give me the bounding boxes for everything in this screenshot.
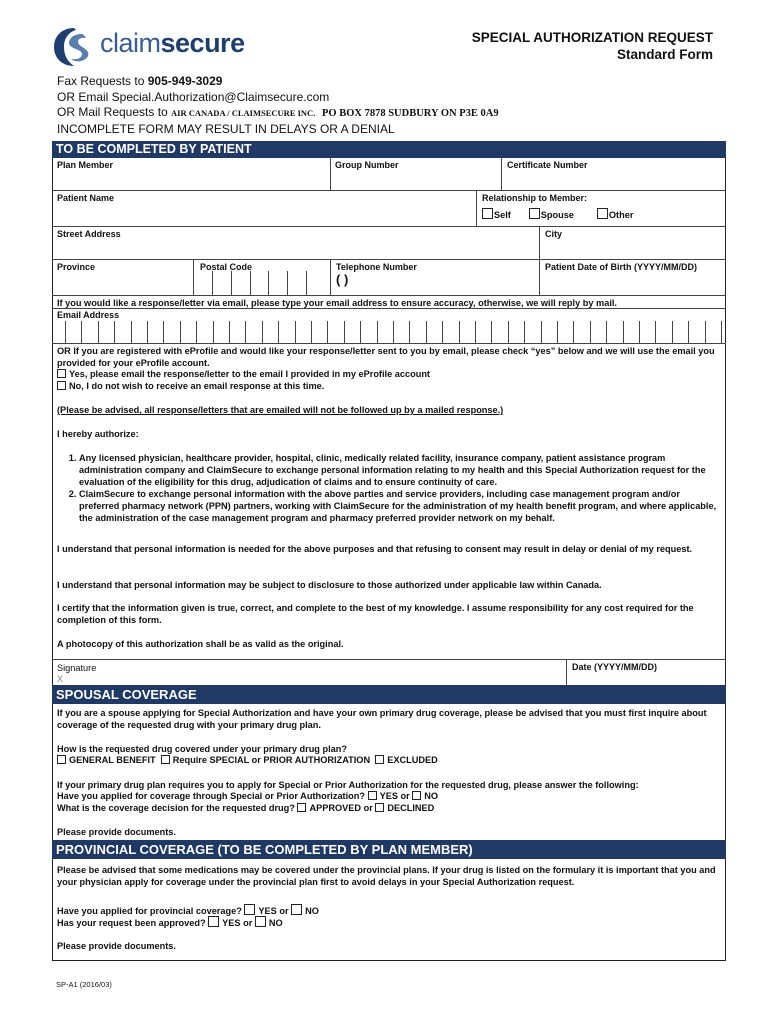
email-char-box-divider bbox=[721, 321, 722, 343]
email-char-box-divider bbox=[655, 321, 656, 343]
spousal-applied-yes-checkbox[interactable] bbox=[368, 791, 377, 800]
spouse-checkbox[interactable] bbox=[529, 208, 540, 219]
spousal-section-heading: SPOUSAL COVERAGE bbox=[52, 685, 726, 704]
provincial-applied-no-checkbox[interactable] bbox=[291, 904, 302, 915]
email-char-box-divider bbox=[541, 321, 542, 343]
email-char-box-divider bbox=[459, 321, 460, 343]
provincial-intro: Please be advised that some medications may be covered under the provincial plans. If your drug is listed on the formulary it is important that you and your physician apply for coverage under the provincial plan first to avoid delays in your Special Authorization request. bbox=[57, 865, 716, 887]
signature-field[interactable]: X bbox=[57, 674, 64, 684]
provincial-applied-yes-checkbox[interactable] bbox=[244, 904, 255, 915]
email-char-box-divider bbox=[557, 321, 558, 343]
email-char-box-divider bbox=[393, 321, 394, 343]
authorize-item-1: 1. Any licensed physician, healthcare provider, hospital, clinic, medically related facility, insurance company, patient assistance program administration company and ClaimSecure to exchange personal information relating to my health and this Special Authorization request for the evaluation of the eligibility for this drug, adjudication of claims and to ensure continuity of care. bbox=[79, 452, 717, 488]
incomplete-warning: INCOMPLETE FORM MAY RESULT IN DELAYS OR A DENIAL bbox=[57, 121, 395, 136]
telephone-label: Telephone Number bbox=[336, 262, 417, 272]
email-char-box-divider bbox=[295, 321, 296, 343]
authorize-list bbox=[57, 452, 717, 524]
understand-statement-2: I understand that personal information may be subject to disclosure to those authorized under applicable law within Canada. bbox=[57, 580, 602, 590]
provincial-section-heading: PROVINCIAL COVERAGE (TO BE COMPLETED BY PLAN MEMBER) bbox=[52, 840, 726, 859]
email-char-box-divider bbox=[442, 321, 443, 343]
email-char-box-divider bbox=[360, 321, 361, 343]
self-checkbox[interactable] bbox=[482, 208, 493, 219]
email-char-box-divider bbox=[344, 321, 345, 343]
eprofile-no-checkbox[interactable] bbox=[57, 381, 66, 390]
email-char-box-divider bbox=[278, 321, 279, 343]
email-char-box-divider bbox=[672, 321, 673, 343]
provincial-documents: Please provide documents. bbox=[57, 941, 176, 951]
excluded-checkbox[interactable] bbox=[375, 755, 384, 764]
contact-info: Fax Requests to 905-949-3029 OR Email Special.Authorization@Claimsecure.com OR Mail Requests to AIR CANADA / CLAIMSECURE INC. PO BOX 7878 SUDBURY ON P3E 0A9 INCOMPLETE FORM MAY RESULT IN DELAYS OR A DENIAL bbox=[57, 74, 499, 136]
email-char-box-divider bbox=[327, 321, 328, 343]
spousal-applied-question: Have you applied for coverage through Special or Prior Authorization? YES or NO bbox=[57, 791, 439, 801]
approved-checkbox[interactable] bbox=[297, 803, 306, 812]
phone-area-code: ( ) bbox=[336, 272, 349, 287]
email-char-box-divider bbox=[573, 321, 574, 343]
form-code: SP-A1 (2016/03) bbox=[56, 980, 112, 989]
authorize-heading: I hereby authorize: bbox=[57, 429, 139, 439]
email-char-box-divider bbox=[508, 321, 509, 343]
provincial-approved-question: Has your request been approved? YES or NO bbox=[57, 918, 283, 928]
spousal-decision-question: What is the coverage decision for the requested drug? APPROVED or DECLINED bbox=[57, 803, 435, 813]
email-char-box-divider bbox=[98, 321, 99, 343]
spousal-question-2: If your primary drug plan requires you to apply for Special or Prior Authorization for the requested drug, please answer the following: bbox=[57, 780, 639, 790]
email-char-box-divider bbox=[623, 321, 624, 343]
eprofile-text: OR If you are registered with eProfile and would like your response/letter sent to you by email, please check “yes” below and we will use the email you provided for your eProfile account. bbox=[57, 346, 715, 368]
email-char-box-divider bbox=[213, 321, 214, 343]
claimsecure-logo bbox=[52, 26, 245, 68]
email-char-box-divider bbox=[65, 321, 66, 343]
claimsecure-swirl-icon bbox=[52, 26, 96, 68]
provincial-approved-no-checkbox[interactable] bbox=[255, 916, 266, 927]
email-char-box-divider bbox=[131, 321, 132, 343]
authorize-item-2: 2. ClaimSecure to exchange personal information with the above parties and service providers, including case management program and/or preferred pharmacy network (PPN) partners, working with ClaimSecure for the administration of my health benefit program, and where applicable, the administration of the case management program and pharmacy preferred provider network on my behalf. bbox=[79, 488, 717, 524]
spousal-question-1: How is the requested drug covered under your primary drug plan? bbox=[57, 744, 347, 754]
signature-date-label: Date (YYYY/MM/DD) bbox=[572, 662, 658, 672]
spousal-coverage-options: GENERAL BENEFIT Require SPECIAL or PRIOR AUTHORIZATION EXCLUDED bbox=[57, 754, 438, 766]
province-label: Province bbox=[57, 262, 96, 272]
dob-label: Patient Date of Birth (YYYY/MM/DD) bbox=[545, 262, 698, 272]
email-char-box-divider bbox=[262, 321, 263, 343]
eprofile-yes-checkbox[interactable] bbox=[57, 369, 66, 378]
email-char-box-divider bbox=[409, 321, 410, 343]
certificate-number-label: Certificate Number bbox=[507, 160, 588, 170]
plan-member-label: Plan Member bbox=[57, 160, 114, 170]
spousal-documents: Please provide documents. bbox=[57, 827, 176, 837]
general-benefit-checkbox[interactable] bbox=[57, 755, 66, 764]
email-instruction: If you would like a response/letter via email, please type your email address to ensure accuracy, otherwise, we will reply by mail. bbox=[57, 298, 617, 308]
group-number-label: Group Number bbox=[335, 160, 399, 170]
signature-label: Signature bbox=[57, 663, 97, 673]
eprofile-yes-option: Yes, please email the response/letter to the email I provided in my eProfile account bbox=[57, 368, 430, 380]
form-title: SPECIAL AUTHORIZATION REQUEST bbox=[471, 30, 713, 45]
email-char-box-divider bbox=[377, 321, 378, 343]
email-char-box-divider bbox=[196, 321, 197, 343]
email-char-box-divider bbox=[114, 321, 115, 343]
patient-section-heading: TO BE COMPLETED BY PATIENT bbox=[52, 141, 726, 158]
spousal-intro: If you are a spouse applying for Special Authorization and have your own primary drug coverage, please be advised that you must first inquire about coverage of the requested drug with your primary drug plan. bbox=[57, 708, 707, 730]
email-char-box-divider bbox=[606, 321, 607, 343]
advisory-note: (Please be advised, all response/letters that are emailed will not be followed up by a mailed response.) bbox=[57, 405, 504, 415]
city-label: City bbox=[545, 229, 563, 239]
email-line: OR Email Special.Authorization@Claimsecure.com bbox=[57, 89, 330, 104]
photocopy-statement: A photocopy of this authorization shall be as valid as the original. bbox=[57, 639, 344, 649]
relationship-label: Relationship to Member: bbox=[482, 193, 588, 203]
email-char-box-divider bbox=[147, 321, 148, 343]
other-checkbox[interactable] bbox=[597, 208, 608, 219]
email-char-box-divider bbox=[180, 321, 181, 343]
email-address-label: Email Address bbox=[57, 310, 120, 320]
fax-number: 905-949-3029 bbox=[147, 74, 223, 88]
email-char-box-divider bbox=[590, 321, 591, 343]
patient-name-label: Patient Name bbox=[57, 193, 115, 203]
understand-statement-1: I understand that personal information is needed for the above purposes and that refusing to consent may result in delay or denial of my request. bbox=[57, 544, 693, 554]
email-char-box-divider bbox=[524, 321, 525, 343]
email-char-box-divider bbox=[426, 321, 427, 343]
form-subtitle: Standard Form bbox=[616, 47, 713, 62]
email-char-box-divider bbox=[688, 321, 689, 343]
spousal-applied-no-checkbox[interactable] bbox=[412, 791, 421, 800]
logo-wordmark: claimsecure bbox=[100, 28, 245, 58]
street-address-label: Street Address bbox=[57, 229, 121, 239]
require-authorization-checkbox[interactable] bbox=[161, 755, 170, 764]
email-char-box-divider bbox=[245, 321, 246, 343]
email-char-box-divider bbox=[163, 321, 164, 343]
email-char-box-divider bbox=[475, 321, 476, 343]
declined-checkbox[interactable] bbox=[375, 803, 384, 812]
relationship-options: Self Spouse Other bbox=[482, 208, 633, 221]
form-title-block bbox=[472, 29, 713, 63]
certify-statement: I certify that the information given is true, correct, and complete to the best of my knowledge. I assume responsibility for any cost required for the completion of this form. bbox=[57, 603, 694, 625]
postal-code-label: Postal Code bbox=[200, 262, 253, 272]
email-char-box-divider bbox=[81, 321, 82, 343]
provincial-applied-question: Have you applied for provincial coverage? YES or NO bbox=[57, 906, 319, 916]
eprofile-no-option: No, I do not wish to receive an email response at this time. bbox=[57, 380, 324, 392]
email-char-box-divider bbox=[311, 321, 312, 343]
email-char-box-divider bbox=[705, 321, 706, 343]
email-char-box-divider bbox=[491, 321, 492, 343]
email-char-box-divider bbox=[229, 321, 230, 343]
email-char-box-divider bbox=[639, 321, 640, 343]
provincial-approved-yes-checkbox[interactable] bbox=[208, 916, 219, 927]
